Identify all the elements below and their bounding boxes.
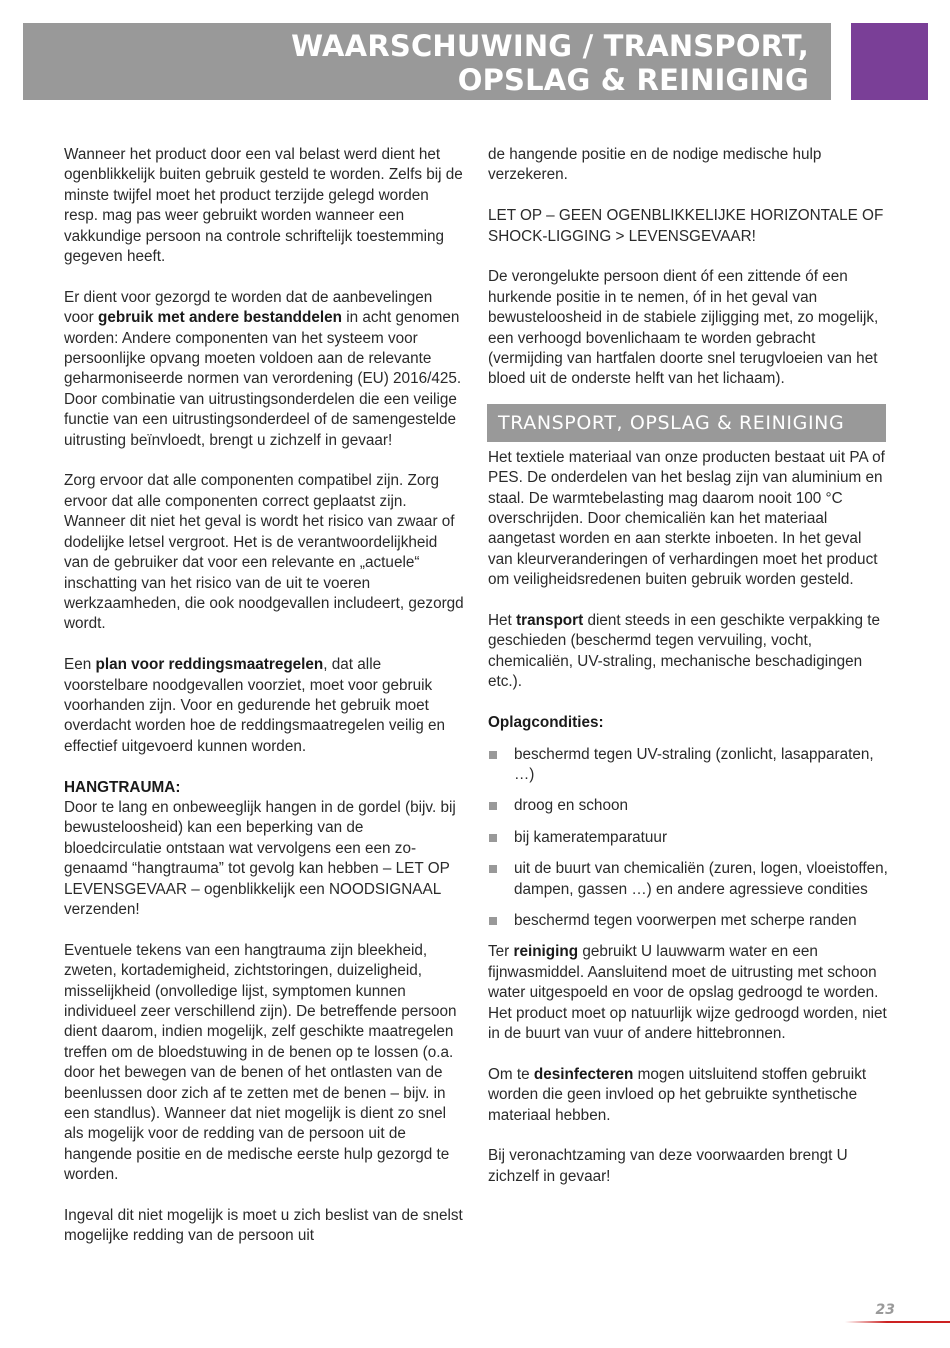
page-number: 23 <box>875 1302 895 1318</box>
page-title-line-2: OPSLAG & REINIGING <box>457 63 809 97</box>
text: Ter <box>488 943 514 961</box>
page-title-line-1: WAARSCHUWING / TRANSPORT, <box>291 29 809 63</box>
paragraph-fall-inspection: Wanneer het product door een val belast werd dient het ogenblikkelijk buiten gebruik gesteld te worden. Zelfs bij de minste twijfel moet het product terzijde gelegd worden resp. mag pas weer gebruikt worden wanneer een vakkundige persoon na controle schriftelijk toestemming gegeven heeft. <box>64 146 463 266</box>
text: in acht genomen worden: Andere componenten van het systeem voor persoonlijke opvang moeten voldoen aan de relevante geharmoniseerde normen van verordening (EU) 2016/425. Door combinatie van uitrustingsonderdelen die een veilige functie van een uitrustingsonderdeel of de samengestelde uitrusting beïnvloedt, brengt u zichzelf in gevaar! <box>64 309 462 449</box>
square-bullet-icon <box>489 865 497 873</box>
list-item-text: beschermd tegen voorwerpen met scherpe randen <box>514 911 857 929</box>
text: Er dient voor gezorgd te worden dat de aanbevelingen voor <box>64 288 433 327</box>
paragraph-rescue-continued: Ingeval dit niet mogelijk is moet u zich beslist van de snelst mogelijke redding van de persoon uit <box>64 1207 463 1245</box>
paragraph-medical-help: de hangende positie en de nodige medische hulp verzekeren. <box>488 146 822 184</box>
square-bullet-icon <box>489 751 497 759</box>
text: Een <box>64 656 96 674</box>
paragraph-other-components <box>64 288 464 451</box>
list-item <box>488 911 888 931</box>
list-item <box>488 745 888 786</box>
list-item-text: bij kameratemparatuur <box>514 828 668 846</box>
list-item <box>488 828 888 848</box>
text: mogen uitsluitend stoffen gebruikt worden die geen invloed op het gebruikte synthetische materiaal hebben. <box>488 1065 867 1124</box>
square-bullet-icon <box>489 802 497 810</box>
left-column <box>64 145 464 1267</box>
list-item-text: uit de buurt van chemicaliën (zuren, logen, vloeistoffen, dampen, gassen …) en andere agressieve condities <box>514 860 888 898</box>
storage-heading-text: Oplagcondities: <box>488 714 604 732</box>
paragraph-transport <box>488 611 888 693</box>
emphasis: gebruik met andere bestanddelen <box>98 309 342 327</box>
paragraph-cleaning <box>488 942 888 1044</box>
list-item-text: beschermd tegen UV-straling (zonlicht, lasapparaten, …) <box>514 745 874 783</box>
emphasis: plan voor reddingsmaatregelen <box>95 656 324 674</box>
paragraph-hangtrauma <box>64 778 464 921</box>
section-heading-transport: TRANSPORT, OPSLAG & REINIGING <box>487 404 886 442</box>
paragraph-compatibility: Zorg ervoor dat alle componenten compatibel zijn. Zorg ervoor dat alle componenten correct geplaatst zijn. Wanneer dit niet het geval is wordt het risico van zwaar of dodelijke letsel vergroot. Het is de verantwoordelijkheid van de gebruiker dat voor een relevante en „actuele“ inschatting van het risico van de uit te voeren werkzaamheden, die ook noodgevallen includeert, gezorgd wordt. <box>64 472 464 633</box>
storage-heading <box>488 713 888 733</box>
paragraph-position: De verongelukte persoon dient óf een zittende óf een hurkende positie in te nemen, óf in het geval van bewusteloosheid in de stabiele zijligging met, zo mogelijk, een verhoogd bovenlichaam te worden gebracht (vermijding van hartfalen doorte snel terugvloeien van het bloed uit de onderste helft van het lichaam). <box>488 268 879 388</box>
header-bar <box>23 23 831 100</box>
list-item <box>488 859 888 900</box>
text: Om te <box>488 1065 534 1083</box>
hangtrauma-heading: HANGTRAUMA: <box>64 778 181 796</box>
square-bullet-icon <box>489 917 497 925</box>
footer-line <box>845 1321 950 1323</box>
paragraph-warning-horizontal: LET OP – GEEN OGENBLIKKELIJKE HORIZONTALE OF SHOCK-LIGGING > LEVENSGEVAAR! <box>488 207 884 245</box>
storage-conditions-list <box>488 745 888 932</box>
emphasis: reiniging <box>513 943 579 961</box>
paragraph-material: Het textiele materiaal van onze producten bestaat uit PA of PES. De onderdelen van het beslag zijn van aluminium en staal. De warmtebelasting mag daarom nooit 100 °C overschrijden. Door chemicaliën kan het materiaal aangetast worden en aan sterkte inboeten. In het geval van kleurveranderingen of verhardingen moet het product om veiligheidsredenen buiten gebruik worden gesteld. <box>488 448 885 589</box>
page-title <box>291 29 809 97</box>
paragraph-rescue-plan <box>64 655 464 757</box>
text: gebruikt U lauwwarm water en een fijnwasmiddel. Aansluitend moet de uitrusting met schoon water uitgespoeld en voor de opslag gedroogd te worden. Het product moet op natuurlijk wijze gedroogd worden, niet in de buurt van vuur of andere hittebronnen. <box>488 943 887 1042</box>
accent-square <box>851 23 928 100</box>
paragraph-final-warning: Bij veronachtzaming van deze voorwaarden brengt U zichzelf in gevaar! <box>488 1147 848 1185</box>
text: dient steeds in een geschikte verpakking te geschieden (beschermd tegen vervuiling, vocht, chemicaliën, UV-straling, mechanische beschadigingen etc.). <box>488 612 880 691</box>
list-item <box>488 796 888 816</box>
square-bullet-icon <box>489 834 497 842</box>
paragraph-disinfection <box>488 1065 888 1126</box>
hangtrauma-text: Door te lang en onbeweeglijk hangen in de gordel (bijv. bij bewusteloosheid) kan een beperking van de bloedcirculatie ontstaan wat vervolgens een een zogenaamd “hangtrauma” tot gevolg kan hebben – LET OP LEVENSGEVAAR – ogenblikkelijk een NOODSIGNAAL verzenden! <box>64 798 456 918</box>
right-column <box>488 145 888 1208</box>
list-item-text: droog en schoon <box>514 797 628 815</box>
paragraph-hangtrauma-signs: Eventuele tekens van een hangtrauma zijn bleekheid, zweten, kortademigheid, zichtstoringen, duizeligheid, misselijkheid (onvolledige lijst, symptomen kunnen individueel zeer verschillend zijn). De betreffende persoon dient daarom, indien mogelijk, zelf geschikte maatregelen treffen om de bloedstuwing in de benen op te lossen (o.a. door het bewegen van de benen of het ontlasten van de beenlussen door zich af te zetten met de benen – bijv. in een standlus). Wanneer dat niet mogelijk is dient zo snel als mogelijk voor de redding van de persoon uit de hangende positie en de medische eerste hulp gezorgd te worden. <box>64 941 457 1184</box>
emphasis: desinfecteren <box>533 1065 634 1083</box>
emphasis: transport <box>516 612 584 630</box>
text: Het <box>488 612 517 630</box>
text: , dat alle voorstelbare noodgevallen voorziet, moet voor gebruik voorhanden zijn. Voor en gedurende het gebruik moet overdacht worden hoe de reddingsmaatregelen veilig en effectief uitgevoerd kunnen worden. <box>64 656 445 755</box>
